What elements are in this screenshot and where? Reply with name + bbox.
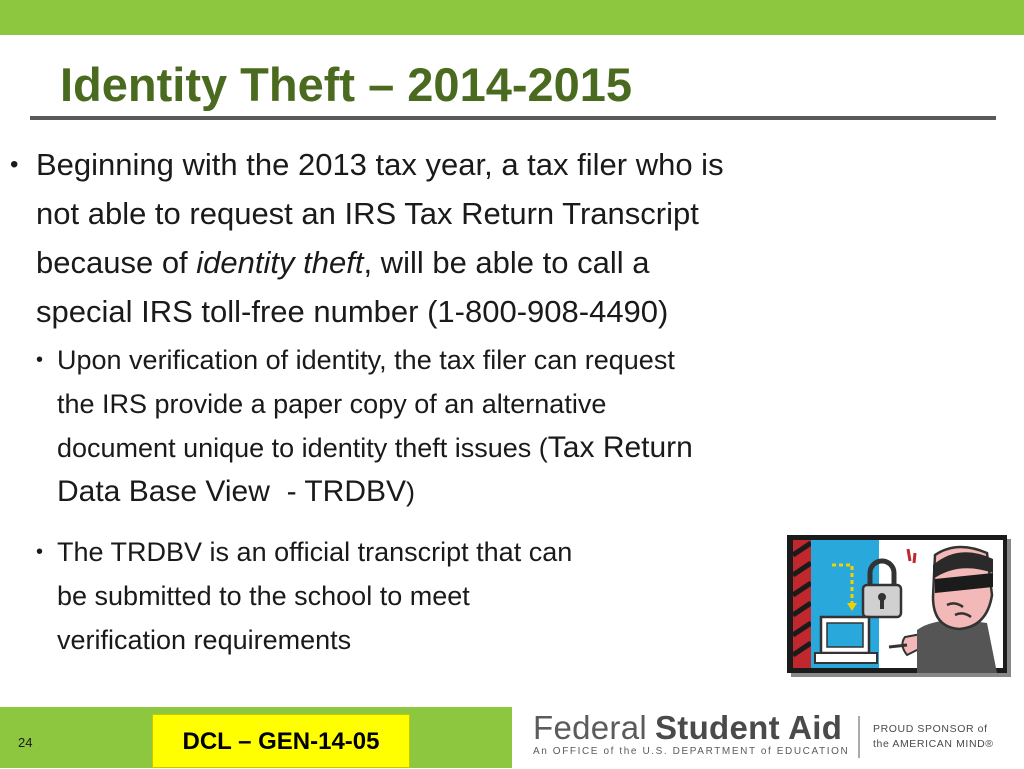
bullet-marker: • <box>36 349 44 371</box>
dcl-reference-label: DCL – GEN-14-05 <box>152 714 410 768</box>
text-run: Tax Return <box>547 431 693 464</box>
federal-student-aid-logo <box>533 708 849 757</box>
main-bullet-text <box>36 140 936 336</box>
logo-divider <box>858 716 860 758</box>
sub-bullet-line <box>57 470 937 514</box>
sub-bullet-text <box>57 530 777 662</box>
slide-title: Identity Theft – 2014-2015 <box>60 58 633 111</box>
sponsor-tagline <box>873 722 994 752</box>
text-run: ) <box>406 477 416 507</box>
bullet-marker: • <box>36 541 44 563</box>
main-bullet-line: Beginning with the 2013 tax year, a tax filer who is <box>36 147 724 182</box>
sponsor-line: PROUD SPONSOR of <box>873 723 988 735</box>
text-run: Data Base View - TRDBV <box>57 475 407 508</box>
sub-bullet-line: the IRS provide a paper copy of an alternative <box>57 389 607 419</box>
sub-bullet-line: The TRDBV is an official transcript that can <box>57 537 573 567</box>
text-run: , will be able to call a <box>363 245 650 280</box>
bullet-marker: • <box>10 151 19 178</box>
sub-bullet-line <box>57 426 937 470</box>
logo-word-student-aid: Student Aid <box>655 709 843 746</box>
main-bullet-line: special IRS toll-free number (1-800-908-4490) <box>36 294 669 329</box>
text-run: document unique to identity theft issues ( <box>57 433 548 463</box>
sub-bullet-line: verification requirements <box>57 625 352 655</box>
text-run: because of <box>36 245 197 280</box>
sub-bullet-text <box>57 338 937 514</box>
logo-word-federal: Federal <box>533 709 647 746</box>
logo-subline: An OFFICE of the U.S. DEPARTMENT of EDUCATION <box>533 746 850 757</box>
identity-thief-illustration <box>787 535 1007 673</box>
sub-bullet-line: Upon verification of identity, the tax filer can request <box>57 345 675 375</box>
identity-thief-clipart-icon <box>787 535 1007 673</box>
main-bullet-line <box>36 238 936 287</box>
emphasis-text: identity theft <box>196 245 364 280</box>
logo-wordmark <box>533 708 849 748</box>
main-bullet-line: not able to request an IRS Tax Return Transcript <box>36 196 699 231</box>
sponsor-line: the AMERICAN MIND® <box>873 738 994 750</box>
sub-bullet-line: be submitted to the school to meet <box>57 581 470 611</box>
page-number: 24 <box>18 735 33 750</box>
